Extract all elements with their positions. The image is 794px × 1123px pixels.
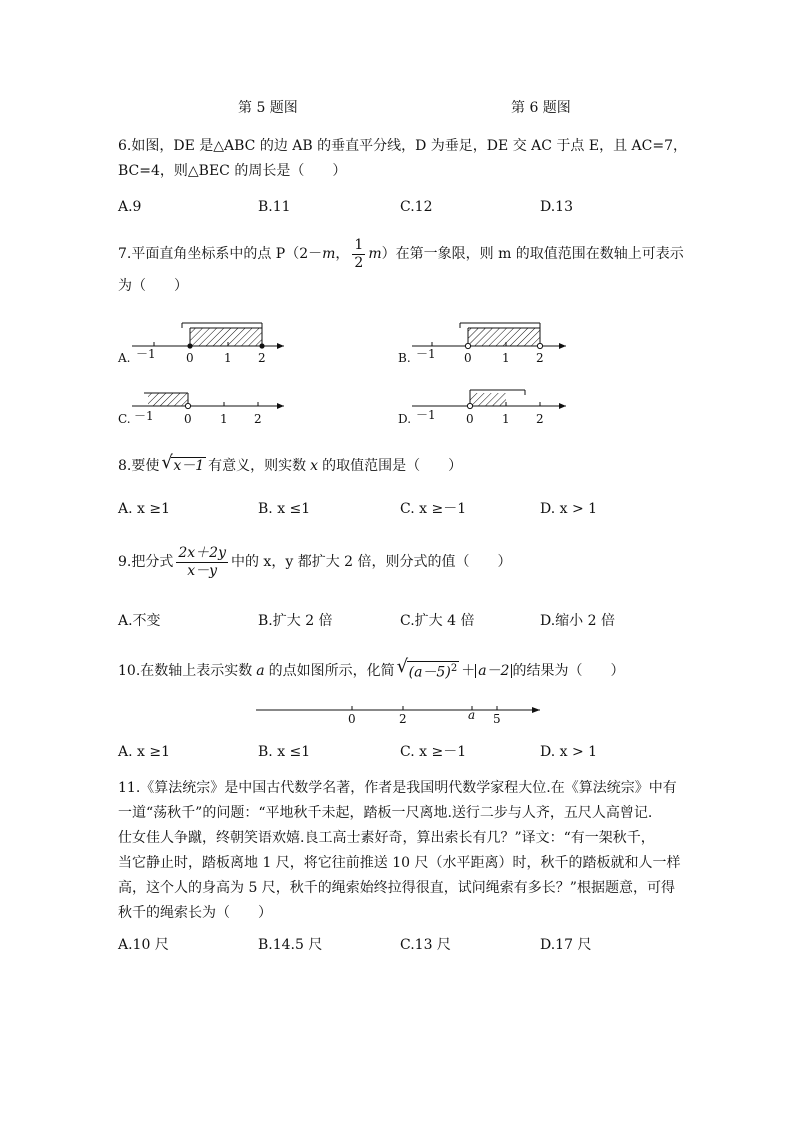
question-8 bbox=[118, 452, 463, 474]
q8-option-c: C. x ≥－1 bbox=[400, 501, 467, 517]
q9-suffix: 中的 x，y 都扩大 2 倍，则分式的值（ ） bbox=[230, 554, 512, 571]
q10-tick-0: 0 bbox=[348, 712, 356, 726]
q7-option-b-diagram bbox=[398, 323, 566, 365]
q8-suffix-a: 有意义，则实数 bbox=[208, 457, 307, 474]
q6-option-a: A.9 bbox=[118, 199, 142, 215]
q10-option-c: C. x ≥－1 bbox=[400, 744, 467, 760]
question-11-line-6: 秋千的绳索长为（ ） bbox=[118, 905, 272, 921]
q10-option-a: A. x ≥1 bbox=[118, 744, 170, 760]
q7-a-tick-1: 1 bbox=[224, 351, 232, 365]
q10-point-a: a bbox=[468, 708, 476, 722]
question-10 bbox=[118, 656, 625, 681]
q7-a-tick-0: 0 bbox=[186, 351, 194, 365]
q7-d-tick-0: 0 bbox=[466, 412, 474, 426]
question-11-line-3: 仕女佳人争蹴，终朝笑语欢嬉.良工高士素好奇，算出索长有几？”译文：“有一架秋千， bbox=[118, 830, 655, 846]
q10-number-line bbox=[256, 706, 540, 726]
q7-b-tick-neg1: －1 bbox=[416, 347, 436, 361]
figure-5-caption: 第 5 题图 bbox=[238, 100, 298, 116]
q7-c-tick-1: 1 bbox=[220, 412, 228, 426]
q9-frac-num: 2x＋2y bbox=[178, 545, 226, 561]
q7-b-tick-2: 2 bbox=[536, 351, 544, 365]
q7-option-c-label: C. bbox=[118, 412, 131, 426]
question-11-line-2: 一道“荡秋千”的问题：“平地秋千未起，踏板一尺离地.送行二步与人齐，五尺人高曾记. bbox=[118, 805, 653, 821]
question-11-line-1: 11.《算法统宗》是中国古代数学名著，作者是我国明代数学家程大位.在《算法统宗》中有 bbox=[118, 780, 677, 796]
q10-sqrt: √ $(a-5)^2$ bbox=[396, 656, 458, 681]
q11-option-a: A.10 尺 bbox=[118, 937, 169, 953]
q10-exponent: 2 bbox=[450, 663, 458, 674]
q7-comma: ， bbox=[335, 246, 350, 263]
question-6-line-1: 6.如图，DE 是△ABC 的边 AB 的垂直平分线，D 为垂足，DE 交 AC 于点 E，且 AC=7， bbox=[118, 138, 688, 154]
q7-fraction bbox=[352, 238, 365, 270]
q7-d-tick-neg1: －1 bbox=[416, 408, 436, 422]
q7-option-c-diagram bbox=[118, 393, 284, 426]
q9-option-c: C.扩大 4 倍 bbox=[400, 613, 475, 629]
q10-option-d: D. x > 1 bbox=[540, 744, 598, 760]
question-7-line-1 bbox=[118, 238, 684, 270]
q7-c-tick-0: 0 bbox=[184, 412, 192, 426]
q7-var-m: m bbox=[322, 246, 336, 263]
q10-radicand bbox=[407, 661, 460, 681]
question-7-line-2: 为（ ） bbox=[118, 278, 188, 294]
q6-option-c: C.12 bbox=[400, 199, 433, 215]
q10-var-a: a bbox=[256, 663, 265, 680]
q10-tick-5: 5 bbox=[493, 712, 501, 726]
q8-var-x: x bbox=[310, 457, 319, 474]
q8-option-b: B. x ≤1 bbox=[258, 501, 311, 517]
q8-prefix: 8.要使 bbox=[118, 457, 160, 474]
q9-frac-den: x－y bbox=[187, 562, 218, 579]
q10-option-b: B. x ≤1 bbox=[258, 744, 311, 760]
q9-option-b: B.扩大 2 倍 bbox=[258, 613, 333, 629]
q7-prefix: 7.平面直角坐标系中的点 P（2－ bbox=[118, 246, 323, 263]
q9-option-a: A.不变 bbox=[118, 613, 161, 629]
figure-6-caption: 第 6 题图 bbox=[511, 100, 571, 116]
q8-option-a: A. x ≥1 bbox=[118, 501, 170, 517]
q7-option-a-label: A. bbox=[118, 351, 131, 365]
q11-option-b: B.14.5 尺 bbox=[258, 937, 323, 953]
q6-option-d: D.13 bbox=[540, 199, 573, 215]
q7-frac-den: 2 bbox=[354, 254, 364, 271]
q7-option-b-label: B. bbox=[398, 351, 411, 365]
q7-b-tick-1: 1 bbox=[502, 351, 510, 365]
q11-option-d: D.17 尺 bbox=[540, 937, 592, 953]
q7-a-tick-2: 2 bbox=[258, 351, 266, 365]
q7-c-tick-2: 2 bbox=[254, 412, 262, 426]
question-9 bbox=[118, 546, 512, 578]
q10-suffix: 的结果为（ ） bbox=[512, 663, 625, 680]
question-11-line-5: 高，这个人的身高为 5 尺，秋千的绳索始终拉得很直，试问绳索有多长？”根据题意，可得 bbox=[118, 880, 675, 896]
q8-radicand: x－1 bbox=[173, 458, 205, 474]
q7-c-tick-neg1: －1 bbox=[134, 409, 154, 423]
q6-option-b: B.11 bbox=[258, 199, 291, 215]
q11-option-c: C.13 尺 bbox=[400, 937, 451, 953]
q10-prefix: 10.在数轴上表示实数 bbox=[118, 663, 253, 680]
q8-suffix-b: 的取值范围是（ ） bbox=[322, 457, 463, 474]
question-11-line-4: 当它静止时，踏板离地 1 尺，将它往前推送 10 尺（水平距离）时，秋千的踏板就和人一样 bbox=[118, 855, 681, 871]
q9-prefix: 9.把分式 bbox=[118, 554, 174, 571]
q9-option-d: D.缩小 2 倍 bbox=[540, 613, 615, 629]
q10-abs-value: a－2 bbox=[475, 664, 512, 678]
q8-option-d: D. x > 1 bbox=[540, 501, 598, 517]
q7-suffix: ）在第一象限，则 m 的取值范围在数轴上可表示 bbox=[381, 246, 684, 263]
q7-option-d-diagram bbox=[398, 390, 566, 426]
q7-a-tick-neg1: －1 bbox=[136, 347, 156, 361]
q8-sqrt: √ x－1 bbox=[161, 452, 205, 474]
q7-var-m-2: m bbox=[368, 246, 382, 263]
question-6-line-2: BC=4，则△BEC 的周长是（ ） bbox=[118, 163, 347, 179]
q10-plus: ＋ bbox=[461, 663, 476, 680]
q7-option-d-label: D. bbox=[398, 412, 412, 426]
q7-option-a-diagram bbox=[117, 323, 284, 365]
q7-frac-num: 1 bbox=[354, 237, 364, 253]
q10-mid: 的点如图所示，化简 bbox=[268, 663, 395, 680]
q10-tick-2: 2 bbox=[399, 712, 407, 726]
q7-d-tick-1: 1 bbox=[502, 412, 510, 426]
q10-radicand-base: (a－5) bbox=[408, 664, 451, 681]
q7-b-tick-0: 0 bbox=[464, 351, 472, 365]
q9-fraction bbox=[176, 546, 228, 578]
q7-d-tick-2: 2 bbox=[536, 412, 544, 426]
